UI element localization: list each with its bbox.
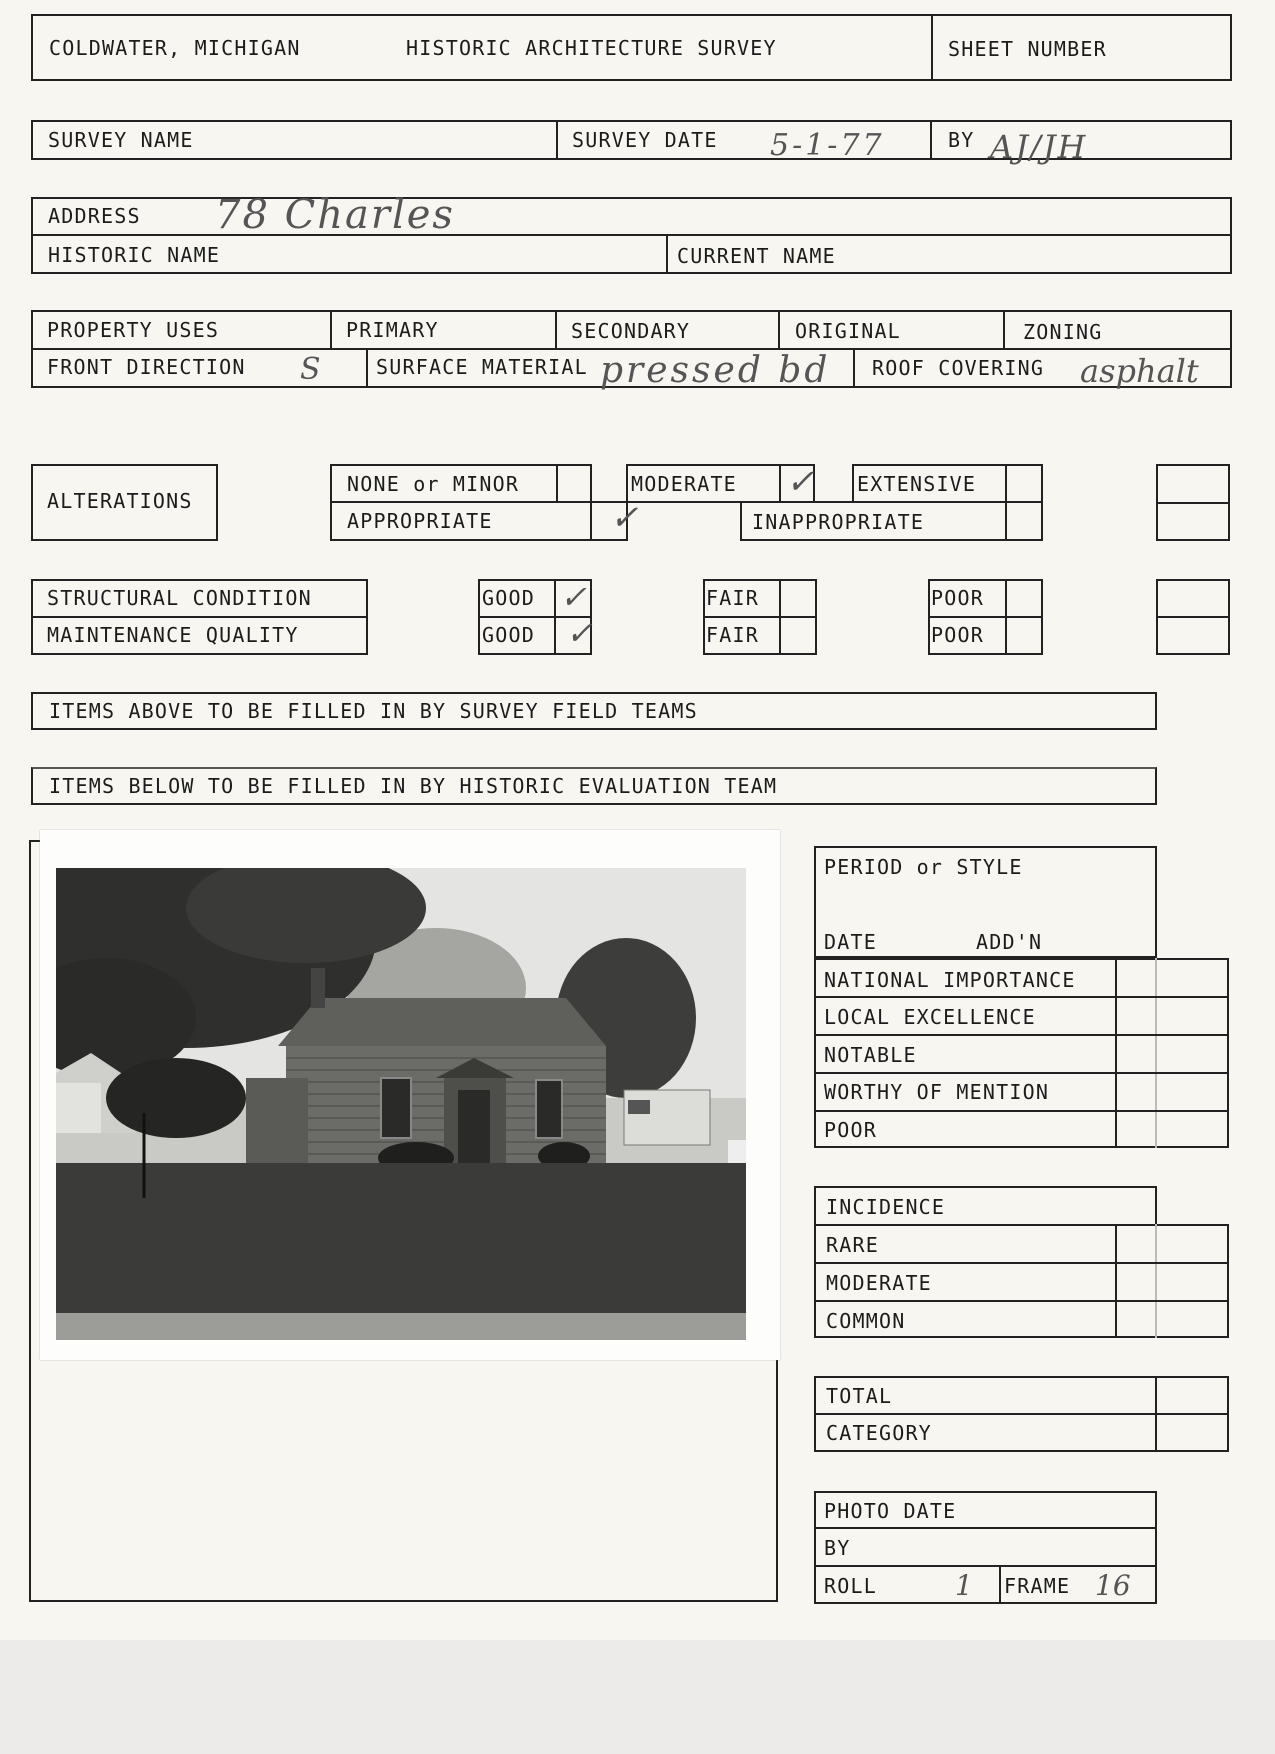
maintenance-quality-label: MAINTENANCE QUALITY — [47, 623, 299, 647]
inappropriate-option[interactable]: INAPPROPRIATE — [752, 510, 925, 534]
worthy-of-mention-row[interactable]: WORTHY OF MENTION — [824, 1080, 1050, 1104]
none-minor-option[interactable]: NONE or MINOR — [347, 472, 520, 496]
national-importance-row[interactable]: NATIONAL IMPORTANCE — [824, 968, 1076, 992]
fair-structural[interactable]: FAIR — [706, 586, 759, 610]
frame-value[interactable]: 16 — [1095, 1569, 1131, 1602]
poor-row[interactable]: POOR — [824, 1118, 877, 1142]
photo-mount — [40, 830, 780, 1360]
primary-label: PRIMARY — [346, 318, 439, 342]
alterations-label: ALTERATIONS — [47, 489, 193, 513]
common-row[interactable]: COMMON — [826, 1309, 906, 1333]
historic-name-label: HISTORIC NAME — [48, 243, 221, 267]
survey-name-label: SURVEY NAME — [48, 128, 194, 152]
structural-condition-label: STRUCTURAL CONDITION — [47, 586, 312, 610]
poor-maintenance[interactable]: POOR — [931, 623, 984, 647]
property-uses-label: PROPERTY USES — [47, 318, 220, 342]
sheet-number-label: SHEET NUMBER — [948, 37, 1107, 61]
secondary-label: SECONDARY — [571, 319, 691, 343]
total-label: TOTAL — [826, 1384, 893, 1408]
appropriate-option[interactable]: APPROPRIATE — [347, 509, 493, 533]
frame-label: FRAME — [1004, 1574, 1071, 1598]
form-title: HISTORIC ARCHITECTURE SURVEY — [406, 36, 777, 60]
photo-by-label: BY — [824, 1536, 851, 1560]
addn-label: ADD'N — [976, 930, 1043, 954]
extensive-option[interactable]: EXTENSIVE — [857, 472, 977, 496]
good-maintenance[interactable]: GOOD — [482, 623, 535, 647]
city-label: COLDWATER, MICHIGAN — [49, 36, 301, 60]
survey-date-value[interactable]: 5-1-77 — [770, 128, 885, 163]
moderate-row[interactable]: MODERATE — [826, 1271, 932, 1295]
roof-covering-label: ROOF COVERING — [872, 356, 1045, 380]
roll-value[interactable]: 1 — [955, 1569, 973, 1602]
incidence-label: INCIDENCE — [826, 1195, 946, 1219]
surface-material-label: SURFACE MATERIAL — [376, 355, 588, 379]
category-label: CATEGORY — [826, 1421, 932, 1445]
current-name-label: CURRENT NAME — [677, 244, 836, 268]
address-label: ADDRESS — [48, 204, 141, 228]
moderate-option[interactable]: MODERATE — [631, 472, 737, 496]
rare-row[interactable]: RARE — [826, 1233, 879, 1257]
front-direction-label: FRONT DIRECTION — [47, 355, 246, 379]
original-label: ORIGINAL — [795, 319, 901, 343]
field-team-note: ITEMS ABOVE TO BE FILLED IN BY SURVEY FIELD TEAMS — [49, 699, 698, 723]
survey-by-value[interactable]: AJ/JH — [990, 128, 1088, 166]
appropriate-check[interactable]: ✓ — [610, 498, 639, 538]
poor-structural[interactable]: POOR — [931, 586, 984, 610]
good-structural[interactable]: GOOD — [482, 586, 535, 610]
eval-date-label: DATE — [824, 930, 877, 954]
house-roof — [278, 998, 606, 1046]
good-maintenance-check[interactable]: ✓ — [566, 614, 593, 652]
fair-maintenance[interactable]: FAIR — [706, 623, 759, 647]
lawn — [56, 1163, 746, 1313]
zoning-label: ZONING — [1023, 320, 1103, 344]
survey-date-label: SURVEY DATE — [572, 128, 718, 152]
roof-covering-value[interactable]: asphalt — [1080, 352, 1199, 390]
good-structural-check[interactable]: ✓ — [560, 578, 587, 616]
camper-truck — [624, 1090, 710, 1145]
moderate-check[interactable]: ✓ — [786, 462, 815, 502]
address-value[interactable]: 78 Charles — [215, 192, 455, 238]
evaluation-team-note: ITEMS BELOW TO BE FILLED IN BY HISTORIC EVALUATION TEAM — [49, 774, 778, 798]
front-direction-value[interactable]: S — [300, 352, 321, 387]
notable-row[interactable]: NOTABLE — [824, 1043, 917, 1067]
photo-date-label: PHOTO DATE — [824, 1499, 957, 1523]
house-photo — [56, 868, 746, 1340]
scan-margin — [0, 1640, 1275, 1754]
survey-by-label: BY — [948, 128, 975, 152]
period-style-label: PERIOD or STYLE — [824, 855, 1023, 879]
local-excellence-row[interactable]: LOCAL EXCELLENCE — [824, 1005, 1036, 1029]
surface-material-value[interactable]: pressed bd — [600, 350, 831, 391]
roll-label: ROLL — [824, 1574, 877, 1598]
